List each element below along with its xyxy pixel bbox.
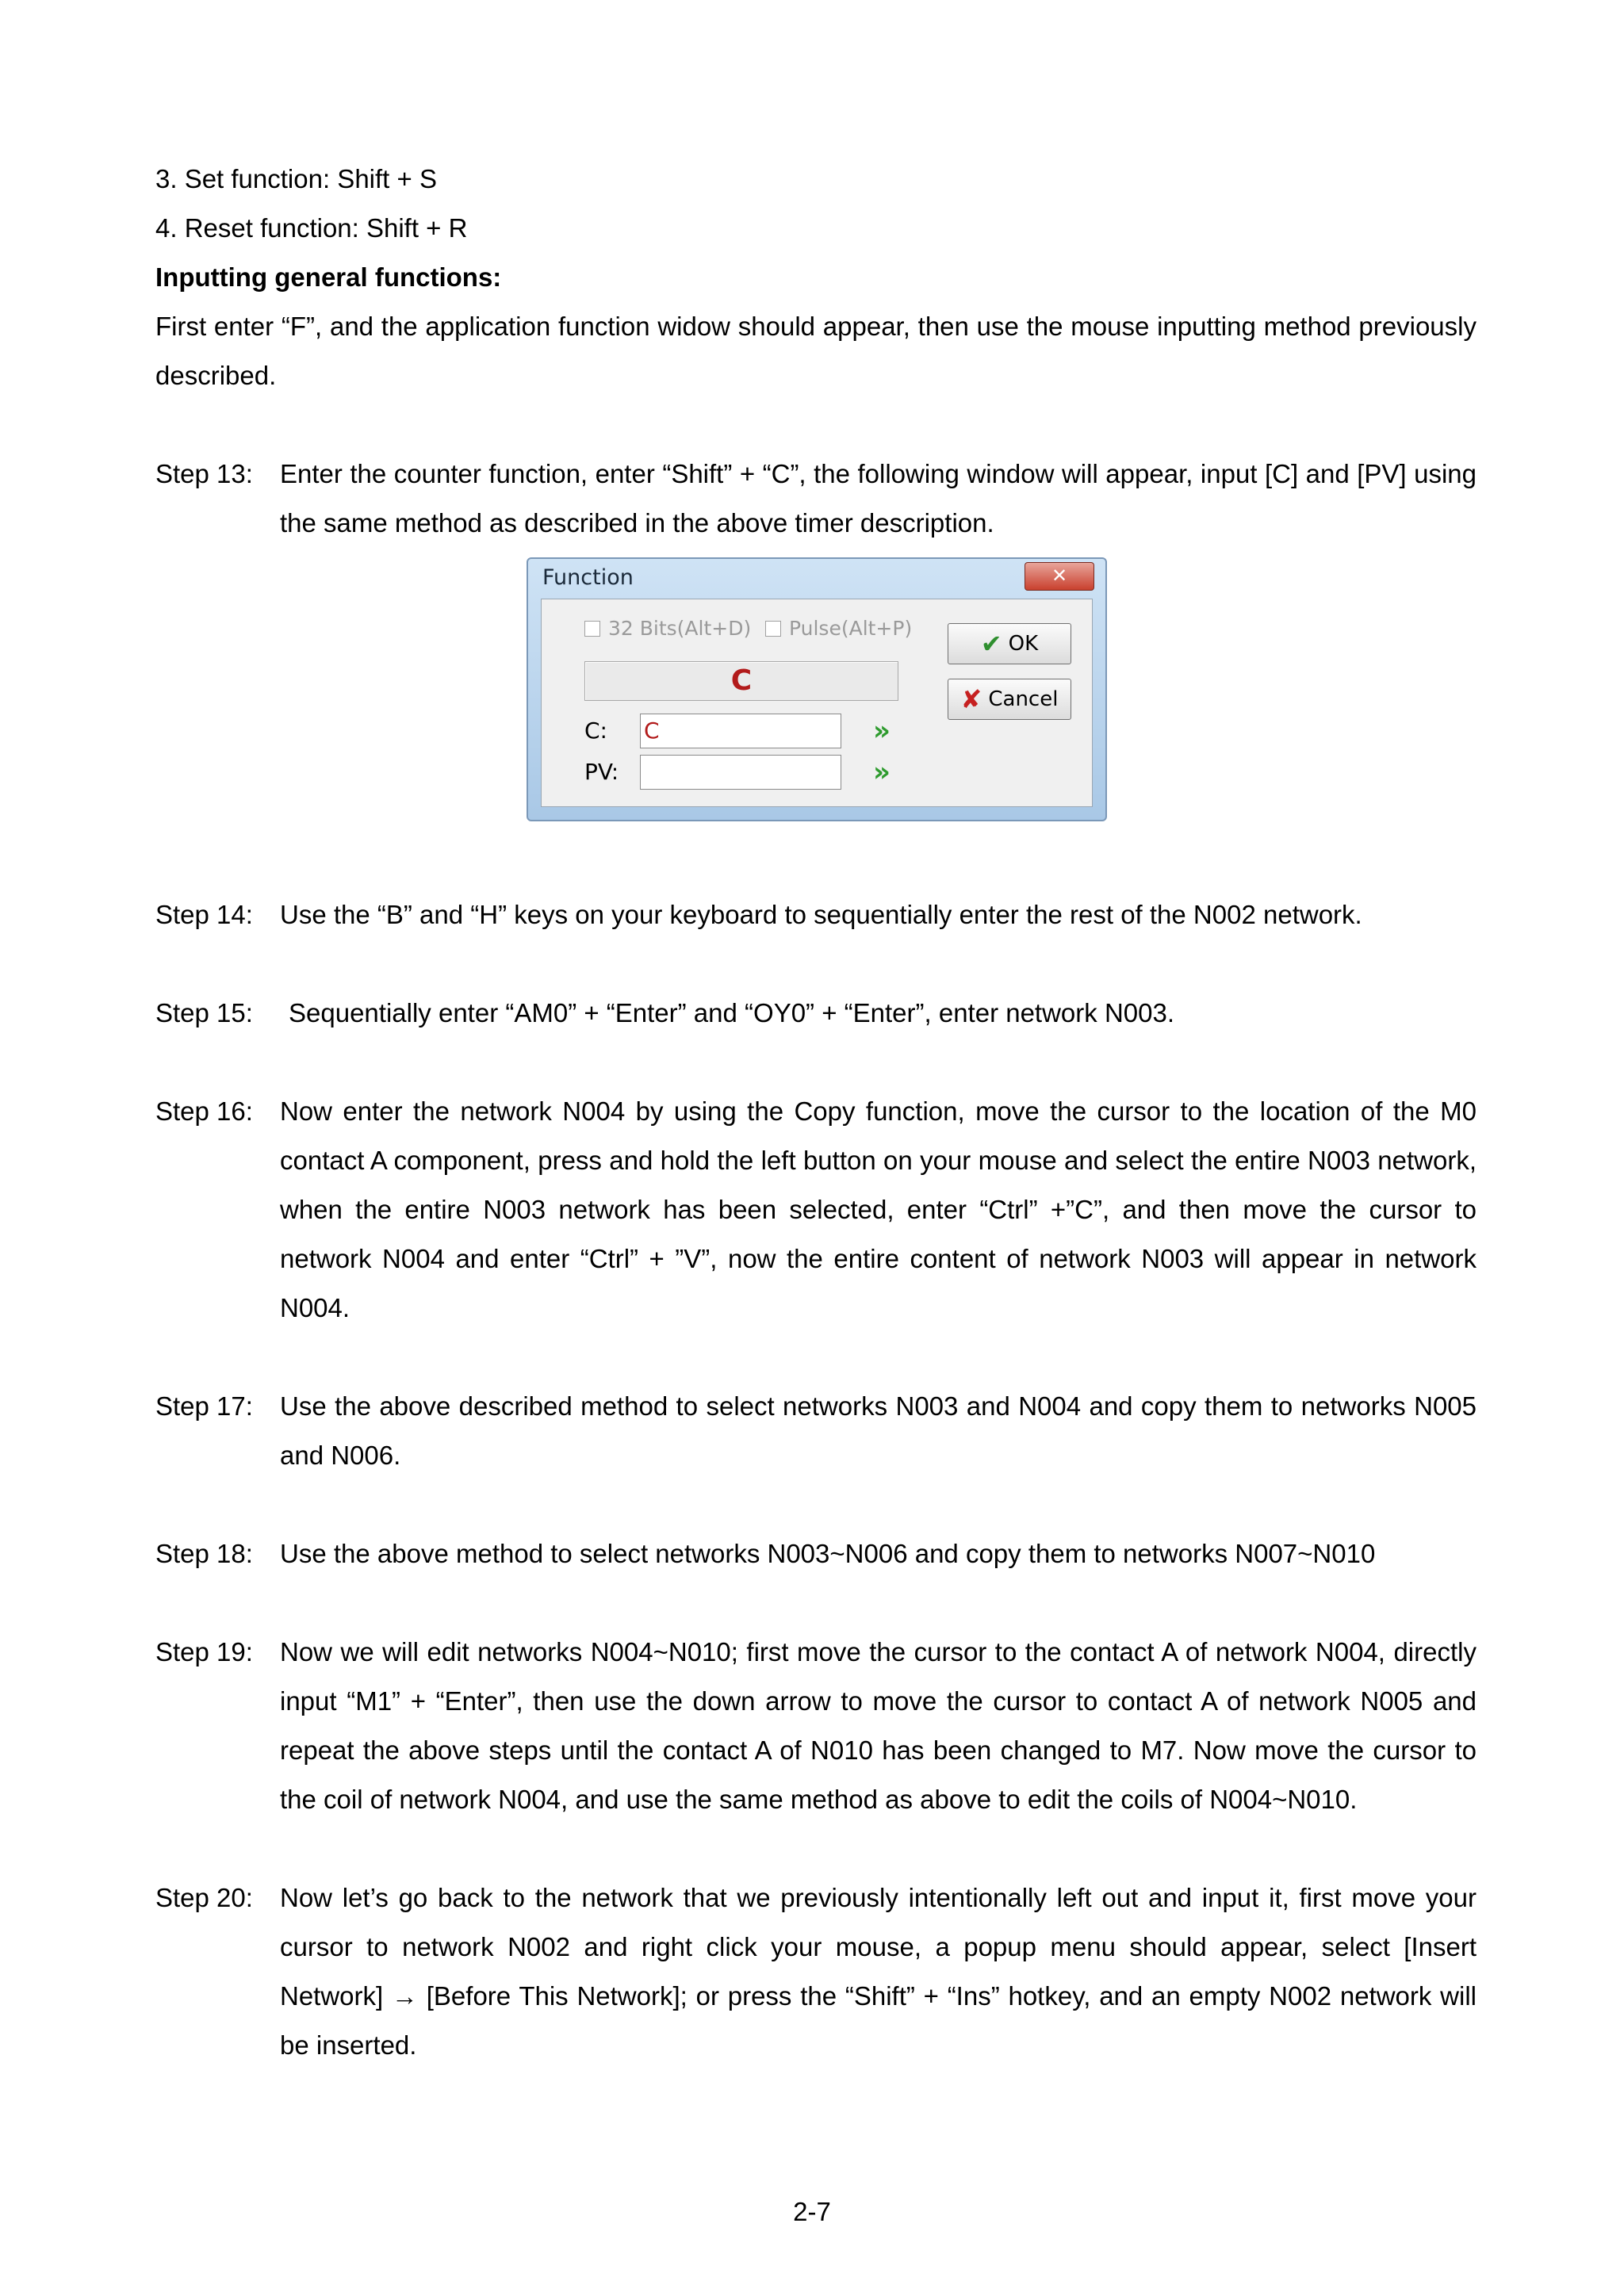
step-label: Step 14: xyxy=(155,900,253,929)
step-label: Step 17: xyxy=(155,1391,253,1421)
dialog-body xyxy=(541,599,1093,807)
step-20 xyxy=(155,1873,1477,2070)
step-15 xyxy=(155,989,1477,1038)
ok-label: OK xyxy=(1008,632,1039,656)
pv-label: PV: xyxy=(584,759,619,785)
checkbox-icon xyxy=(584,621,600,637)
checkbox-icon xyxy=(765,621,781,637)
document-page xyxy=(155,155,1477,2070)
step-text: Now enter the network N004 by using the Copy function, move the cursor to the location of the M0 contact A component, press and hold the left button on your mouse and select the entire N003 network, when the entire N003 network has been selected, enter “Ctrl” +”C”, and then move the cursor to network N004 and enter “Ctrl” + ”V”, now the entire content of network N003 will appear in network N004. xyxy=(280,1096,1477,1322)
checkbox-32bits-label: 32 Bits(Alt+D) xyxy=(608,617,752,640)
step-label: Step 18: xyxy=(155,1539,253,1568)
section-heading: Inputting general functions: xyxy=(155,262,502,292)
set-function-line: 3. Set function: Shift + S xyxy=(155,164,437,193)
close-button[interactable]: ✕ xyxy=(1025,562,1094,591)
check-icon: ✔ xyxy=(980,629,1002,659)
dialog-title: Function xyxy=(542,565,634,590)
page-number: 2-7 xyxy=(793,2197,831,2226)
dialog-figure xyxy=(155,548,1477,841)
cancel-button[interactable] xyxy=(948,679,1071,720)
c-browse-arrow-icon[interactable]: » xyxy=(873,715,891,747)
step-14 xyxy=(155,890,1477,939)
step-text: Use the above method to select networks N003~N006 and copy them to networks N007~N010 xyxy=(280,1539,1376,1568)
c-input[interactable]: C xyxy=(640,714,841,748)
step-text: Sequentially enter “AM0” + “Enter” and “OY0” + “Enter”, enter network N003. xyxy=(289,998,1175,1027)
step-16 xyxy=(155,1087,1477,1333)
step-text: Enter the counter function, enter “Shift” + “C”, the following window will appear, input [C] and [PV] using the same method as described in the above timer description. xyxy=(280,459,1477,538)
step-label: Step 20: xyxy=(155,1883,253,1912)
checkbox-pulse-label: Pulse(Alt+P) xyxy=(789,617,913,640)
pv-input[interactable] xyxy=(640,755,841,790)
step-18 xyxy=(155,1529,1477,1578)
step-text: Now we will edit networks N004~N010; first move the cursor to the contact A of network N004, directly input “M1” + “Enter”, then use the down arrow to move the cursor to contact A of network N005 and repeat the above steps until the contact A of N010 has been changed to M7. Now move the cursor to the coil of network N004, and use the same method as above to edit the coils of N004~N010. xyxy=(280,1637,1477,1814)
step-19 xyxy=(155,1628,1477,1824)
pv-browse-arrow-icon[interactable]: » xyxy=(873,756,891,788)
checkbox-32bits[interactable] xyxy=(584,617,751,641)
ok-button[interactable] xyxy=(948,623,1071,664)
reset-function-line: 4. Reset function: Shift + R xyxy=(155,213,468,243)
step-text: Now let’s go back to the network that we previously intentionally left out and input it, first move your cursor to network N002 and right click your mouse, a popup menu should appear, select [Insert Network] → [Before This Network]; or press the “Shift” + “Ins” hotkey, and an empty N002 network will be inserted. xyxy=(280,1883,1477,2060)
step-label: Step 13: xyxy=(155,459,253,488)
intro-paragraph: First enter “F”, and the application function widow should appear, then use the mouse inputting method previously described. xyxy=(155,312,1477,390)
step-17 xyxy=(155,1382,1477,1480)
cancel-label: Cancel xyxy=(988,687,1059,711)
step-label: Step 19: xyxy=(155,1637,253,1667)
c-label: C: xyxy=(584,718,607,744)
step-label: Step 15: xyxy=(155,998,253,1027)
function-dialog xyxy=(527,557,1107,821)
x-icon: ✘ xyxy=(960,684,982,714)
step-13 xyxy=(155,450,1477,548)
function-type-display: C xyxy=(584,661,898,701)
step-text: Use the “B” and “H” keys on your keyboard to sequentially enter the rest of the N002 network. xyxy=(280,900,1362,929)
step-text: Use the above described method to select networks N003 and N004 and copy them to networks N005 and N006. xyxy=(280,1391,1477,1470)
step-label: Step 16: xyxy=(155,1096,253,1126)
checkbox-pulse[interactable] xyxy=(765,617,912,641)
